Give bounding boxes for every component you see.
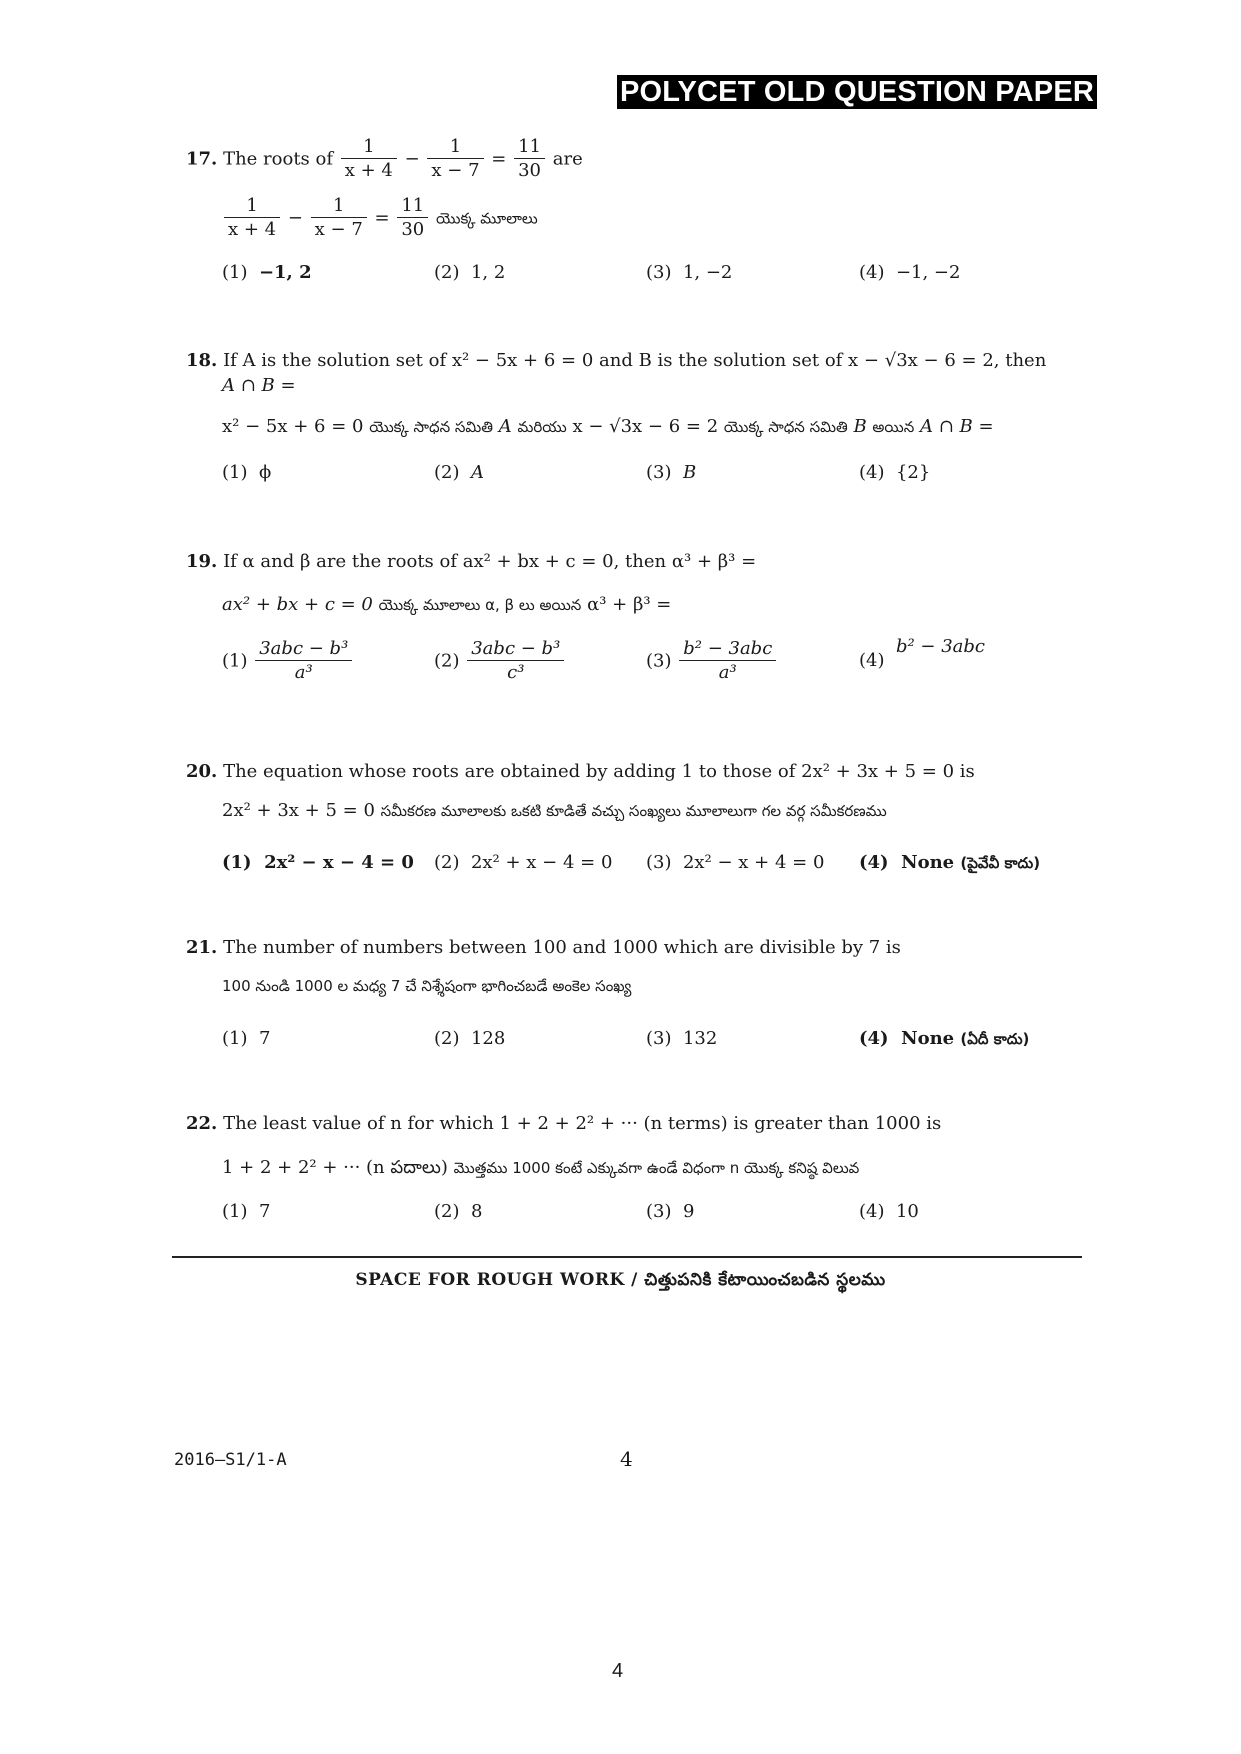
option-4: (4) None (ఏదీ కాదు)	[859, 1028, 1030, 1049]
question-21-telugu: 100 నుండి 1000 ల మధ్య 7 చే నిశ్శేషంగా భాగించబడే అంకెల సంఖ్య	[222, 977, 632, 995]
option-3: (3) 132	[646, 1028, 718, 1049]
telugu-text: యొక్క మూలాలు	[435, 209, 538, 228]
option-4: (4) None (పైవేవీ కాదు)	[859, 852, 1041, 873]
fraction: $\frac{11}{30}$	[397, 195, 428, 242]
page-number: 4	[612, 1660, 624, 1682]
question-18-english-cont: A ∩ B =	[222, 375, 296, 396]
question-text: If α and β are the roots of ax² + bx + c = 0, then α³ + β³ =	[223, 551, 757, 572]
option-3: (3) $\frac{\text{b² − 3abc}}{\text{a³}}$	[646, 638, 778, 685]
divider	[172, 1256, 1082, 1258]
fraction: $\frac{1}{x - 7}$	[311, 195, 367, 242]
question-18-english	[186, 350, 1046, 371]
option-3: (3) 9	[646, 1201, 695, 1222]
fraction: $\frac{1}{x - 7}$	[427, 136, 483, 183]
fraction: $\frac{1}{x + 4}$	[224, 195, 280, 242]
question-number: 22.	[186, 1113, 218, 1134]
question-22-telugu: 1 + 2 + 2² + ··· (n పదాలు) మొత్తము 1000 కంటే ఎక్కువగా ఉండే విధంగా n యొక్క కనిష్ఠ విలువ	[222, 1157, 860, 1178]
option-4: (4) b² − 3abc	[859, 636, 986, 671]
option-1: (1) 7	[222, 1201, 271, 1222]
option-1: (1) −1, 2	[222, 262, 312, 283]
question-text: If A is the solution set of x² − 5x + 6 = 0 and B is the solution set of x − √3x − 6 = 2, then	[223, 350, 1047, 371]
question-18-telugu: x² − 5x + 6 = 0 యొక్క సాధన సమితి A మరియు x − √3x − 6 = 2 యొక్క సాధన సమితి B అయిన A ∩ B =	[222, 416, 994, 437]
question-22-english	[186, 1113, 941, 1134]
option-2: (2) 2x² + x − 4 = 0	[434, 852, 613, 873]
question-text: The roots of	[223, 148, 334, 170]
question-number: 18.	[186, 350, 218, 371]
option-2: (2) $\frac{\text{3abc − b³}}{\text{c³}}$	[434, 638, 566, 685]
option-2: (2) 1, 2	[434, 262, 506, 283]
question-20-telugu: 2x² + 3x + 5 = 0 సమీకరణ మూలాలకు ఒకటి కూడితే వచ్చు సంఖ్యలు మూలాలుగా గల వర్గ సమీకరణము	[222, 800, 887, 821]
question-number: 17.	[186, 148, 218, 170]
question-number: 21.	[186, 937, 218, 958]
fraction: $\frac{1}{x + 4}$	[341, 136, 397, 183]
question-text: are	[552, 148, 583, 170]
question-number: 20.	[186, 761, 218, 782]
inner-page-number: 4	[620, 1447, 633, 1471]
question-20-english	[186, 761, 975, 782]
option-4: (4) −1, −2	[859, 262, 961, 283]
option-1: (1) 2x² − x − 4 = 0	[222, 852, 414, 873]
option-4: (4) {2}	[859, 462, 931, 483]
option-2: (2) 128	[434, 1028, 506, 1049]
question-19-english	[186, 551, 756, 572]
option-3: (3) 2x² − x + 4 = 0	[646, 852, 825, 873]
question-19-telugu: ax² + bx + c = 0 యొక్క మూలాలు α, β లు అయిన α³ + β³ =	[222, 594, 672, 615]
question-text: The least value of n for which 1 + 2 + 2² + ··· (n terms) is greater than 1000 is	[223, 1113, 942, 1134]
question-21-english	[186, 937, 901, 958]
paper-code: 2016–S1/1-A	[174, 1450, 287, 1470]
question-number: 19.	[186, 551, 218, 572]
header-banner: POLYCET OLD QUESTION PAPER	[617, 75, 1097, 109]
question-17-telugu: $\frac{1}{x + 4}$ − $\frac{1}{x - 7}$ = $\frac{11}{30}$ యొక్క మూలాలు	[222, 195, 538, 242]
option-4: (4) 10	[859, 1201, 919, 1222]
fraction: $\frac{11}{30}$	[514, 136, 545, 183]
rough-work-label: SPACE FOR ROUGH WORK / చిత్తుపనికి కేటాయించబడిన స్థలము	[355, 1270, 886, 1290]
option-2: (2) A	[434, 462, 484, 483]
question-text: The equation whose roots are obtained by adding 1 to those of 2x² + 3x + 5 = 0 is	[223, 761, 975, 782]
option-1: (1) 7	[222, 1028, 271, 1049]
option-3: (3) 1, −2	[646, 262, 733, 283]
option-1: (1) $\frac{\text{3abc − b³}}{\text{a³}}$	[222, 638, 354, 685]
option-1: (1) ϕ	[222, 462, 272, 483]
question-17-english: 17. The roots of $\frac{1}{x + 4}$ − $\frac{1}{x - 7}$ = $\frac{11}{30}$ are	[186, 136, 583, 181]
option-2: (2) 8	[434, 1201, 483, 1222]
option-3: (3) B	[646, 462, 697, 483]
question-text: The number of numbers between 100 and 1000 which are divisible by 7 is	[223, 937, 901, 958]
